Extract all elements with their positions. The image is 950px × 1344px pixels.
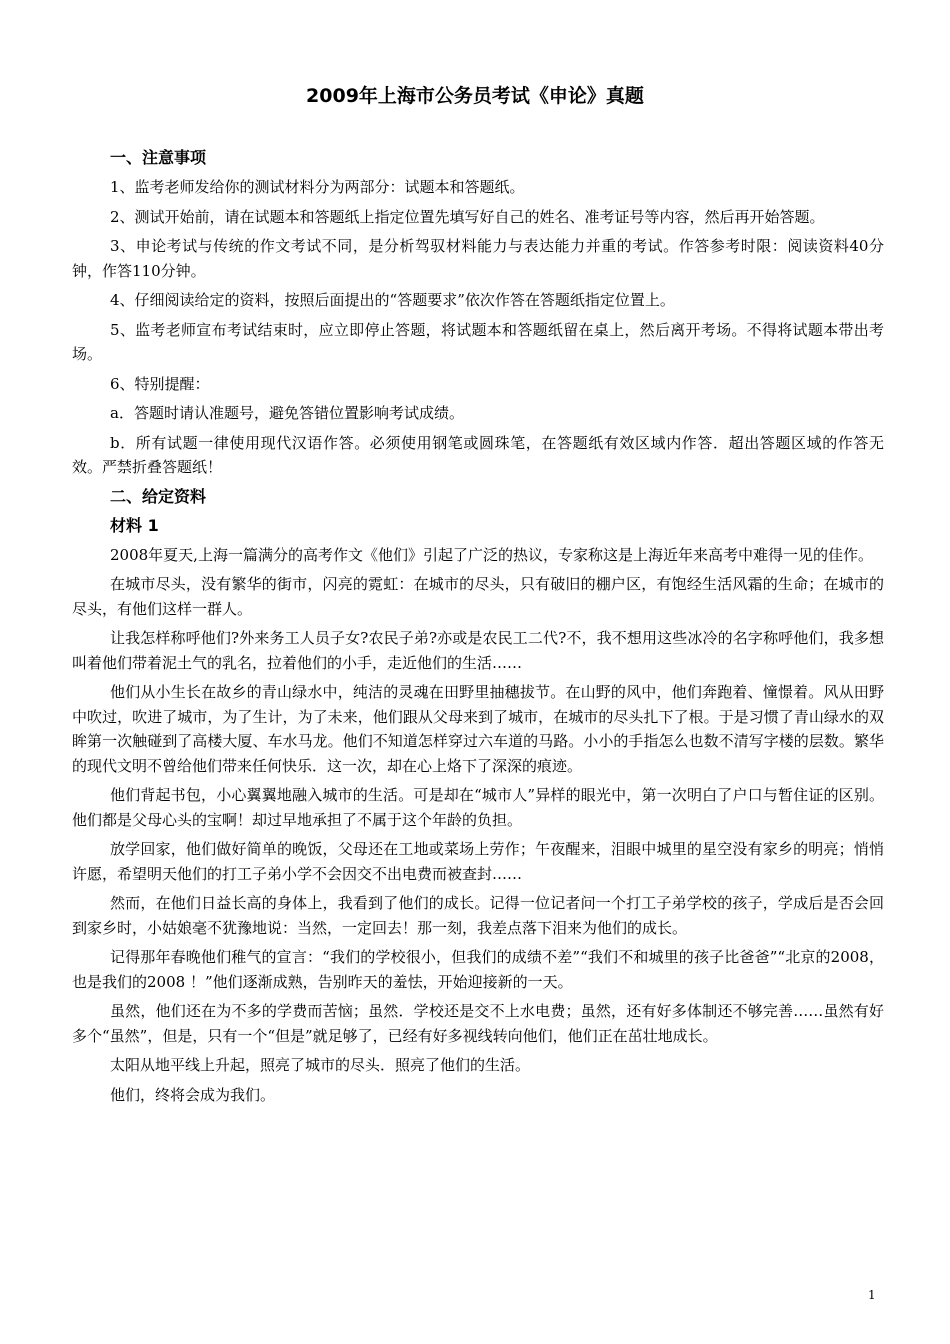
notice-item: 6、特别提醒：	[110, 374, 210, 393]
material-paragraph: 虽然，他们还在为不多的学费而苦恼；虽然．学校还是交不上水电费；虽然，还有好多体制还不够完善……虽然有好多个“虽然”，但是，只有一个“但是”就足够了，已经有好多视线转向他们，他们正在茁壮地成长。	[72, 1002, 884, 1045]
notice-item: 5、监考老师宣布考试结束时，应立即停止答题，将试题本和答题纸留在桌上，然后离开考场。不得将试题本带出考场。	[72, 320, 884, 363]
material-paragraph: 然而，在他们日益长高的身体上，我看到了他们的成长。记得一位记者问一个打工子弟学校的孩子，学成后是否会回到家乡时，小姑娘毫不犹豫地说：当然，一定回去！那一刻，我差点落下泪来为他们的成长。	[72, 894, 884, 937]
section-heading-materials: 二、给定资料	[110, 486, 207, 506]
notice-item: b．所有试题一律使用现代汉语作答。必须使用钢笔或圆珠笔，在答题纸有效区域内作答．超出答题区域的作答无效。严禁折叠答题纸！	[72, 433, 884, 476]
section-heading-notice: 一、注意事项	[110, 148, 207, 167]
page-number: 1	[868, 1288, 876, 1302]
material-paragraph: 记得那年春晚他们稚气的宣言：“我们的学校很小，但我们的成绩不差”“我们不和城里的孩子比爸爸”“北京的2008，也是我们的2008 ！”他们逐渐成熟，告别昨天的羞怯，开始迎接新的一天。	[72, 948, 884, 991]
notice-item: a．答题时请认准题号，避免答错位置影响考试成绩。	[110, 404, 464, 422]
material-paragraph: 放学回家，他们做好简单的晚饭，父母还在工地或菜场上劳作；午夜醒来，泪眼中城里的星空没有家乡的明亮；悄悄许愿，希望明天他们的打工子弟小学不会因交不出电费而被查封……	[72, 840, 884, 883]
material-paragraph: 他们从小生长在故乡的青山绿水中，纯洁的灵魂在田野里抽穗拔节。在山野的风中，他们奔跑着、憧憬着。风从田野中吹过，吹进了城市，为了生计，为了未来，他们跟从父母来到了城市，在城市的尽头扎下了根。于是习惯了青山绿水的双眸第一次触碰到了高楼大厦、车水马龙。他们不知道怎样穿过六车道的马路。小小的手指怎么也数不清写字楼的层数。繁华的现代文明不曾给他们带来任何快乐．这一次，却在心上烙下了深深的痕迹。	[72, 683, 884, 775]
notice-item: 2、测试开始前，请在试题本和答题纸上指定位置先填写好自己的姓名、准考证号等内容，然后再开始答题。	[110, 207, 825, 226]
document-body	[72, 146, 884, 1112]
material-paragraph: 他们背起书包，小心翼翼地融入城市的生活。可是却在“城市人”异样的眼光中，第一次明白了户口与暂住证的区别。他们都是父母心头的宝啊！却过早地承担了不属于这个年龄的负担。	[72, 786, 884, 829]
material-paragraph: 太阳从地平线上升起，照亮了城市的尽头．照亮了他们的生活。	[110, 1056, 531, 1074]
material-paragraph: 让我怎样称呼他们?外来务工人员子女?农民子弟?亦或是农民工二代?不，我不想用这些冰冷的名字称呼他们，我多想叫着他们带着泥土气的乳名，拉着他们的小手，走近他们的生活……	[72, 629, 884, 672]
notice-item: 3、申论考试与传统的作文考试不同，是分析驾驭材料能力与表达能力并重的考试。作答参考时限：阅读资料40分钟，作答110分钟。	[72, 237, 884, 280]
material-paragraph: 在城市尽头，没有繁华的街市，闪亮的霓虹：在城市的尽头，只有破旧的棚户区，有饱经生活风霜的生命；在城市的尽头，有他们这样一群人。	[72, 575, 884, 618]
material-paragraph: 他们，终将会成为我们。	[110, 1085, 276, 1104]
notice-item: 4、仔细阅读给定的资料，按照后面提出的“答题要求”依次作答在答题纸指定位置上。	[110, 291, 675, 309]
material-heading: 材料 1	[110, 515, 159, 535]
document-title: 2009年上海市公务员考试《申论》真题	[306, 85, 644, 107]
material-paragraph: 2008年夏天,上海一篇满分的高考作文《他们》引起了广泛的热议，专家称这是上海近年来高考中难得一见的佳作。	[110, 545, 873, 564]
notice-item: 1、监考老师发给你的测试材料分为两部分：试题本和答题纸。	[110, 178, 525, 196]
